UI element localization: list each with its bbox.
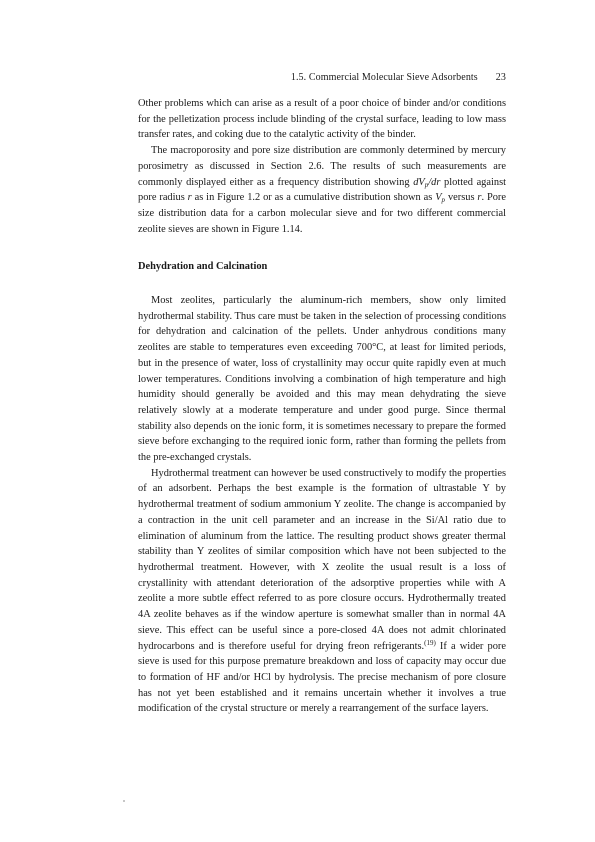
text-run: plotted against pore radius: [138, 176, 506, 204]
text-run: If a wider pore sieve is used for this purpose premature breakdown and loss of capacity may occur due to formation of HF and/or HCl by hydrolysis. The precise mechanism of pore closure has not yet been established and it remains uncertain whether it involves a true modification of the crystal structure or merely a rearrangement of the surface layers.: [138, 640, 506, 715]
symbol-dV: dV: [413, 176, 425, 188]
paragraph-pore-size: [138, 143, 506, 237]
text-run: The macroporosity and pore size distribution are commonly determined by mercury porosimetry as discussed in Section 2.6. The results of such measurements are commonly displayed either as a frequency distribution showing: [138, 145, 506, 188]
symbol-V: V: [435, 192, 442, 204]
symbol-r: r: [436, 176, 441, 188]
page-number: 23: [495, 72, 506, 83]
symbol-subscript-p: p: [424, 180, 429, 189]
text-run: . Pore size distribution data for a carbon molecular sieve and for two different commercial zeolite sieves are shown in Figure 1.14.: [138, 192, 506, 235]
section-title: 1.5. Commercial Molecular Sieve Adsorbents: [290, 72, 478, 83]
paragraph-binder-problems: Other problems which can arise as a result of a poor choice of binder and/or conditions for the pelletization process include blinding of the crystal surface, leading to low mass transfer rates, and coking due to the catalytic activity of the binder.: [138, 98, 506, 141]
text-run: Hydrothermal treatment can however be used constructively to modify the properties of an adsorbent. Perhaps the best example is the formation of ultrastable Y by hydrothermal treatment of sodium ammonium Y zeolite. The change is accompanied by a contraction in the unit cell parameter and an increase in the Si/Al ratio due to elimination of aluminum from the lattice. The resulting product shows greater thermal stability than Y zeolites of similar composition which have not been subjected to the hydrothermal treatment. However, with X zeolite the usual result is a loss of crystallinity with attendant deterioration of the adsorptive properties while with A zeolite a more subtle effect referred to as pore closure occurs. Hydrothermally treated 4A zeolite behaves as if the window aperture is somewhat smaller than in normal 4A sieve. This effect can be useful since a pore-closed 4A does not admit chlorinated hydrocarbons and is therefore useful for drying freon refrigerants.: [138, 467, 506, 652]
section-heading: Dehydration and Calcination: [138, 261, 268, 273]
reference-superscript: (19): [424, 638, 436, 647]
body-text: [138, 96, 506, 717]
running-header: [138, 72, 506, 83]
symbol-slash-d: /d: [428, 176, 437, 188]
symbol-r: r: [187, 192, 192, 204]
text-run: as in Figure 1.2 or as a cumulative distribution shown as: [191, 192, 436, 204]
paragraph-hydrothermal-treatment: [138, 466, 506, 717]
symbol-r: r: [477, 192, 482, 204]
symbol-subscript-p: p: [441, 196, 446, 205]
scan-speck: [123, 800, 125, 802]
paragraph-hydrothermal-stability: Most zeolites, particularly the aluminum-rich members, show only limited hydrothermal stability. Thus care must be taken in the selection of processing conditions for dehydration and calcination of the pellets. Under anhydrous conditions many zeolites are stable to temperatures even exceeding 700°C, at least for limited periods, but in the presence of water, loss of crystallinity may occur quite rapidly even at much lower temperatures. Conditions involving a combination of high temperature and high humidity should generally be avoided and this may mean dehydrating the sieve relatively slowly at a moderate temperature and under good purge. Since thermal stability also depends on the ionic form, it is sometimes necessary to prepare the formed sieve before exchanging to the required ionic form, rather than forming the pellets from the pre-exchanged crystals.: [138, 295, 506, 464]
text-run: versus: [445, 192, 478, 204]
